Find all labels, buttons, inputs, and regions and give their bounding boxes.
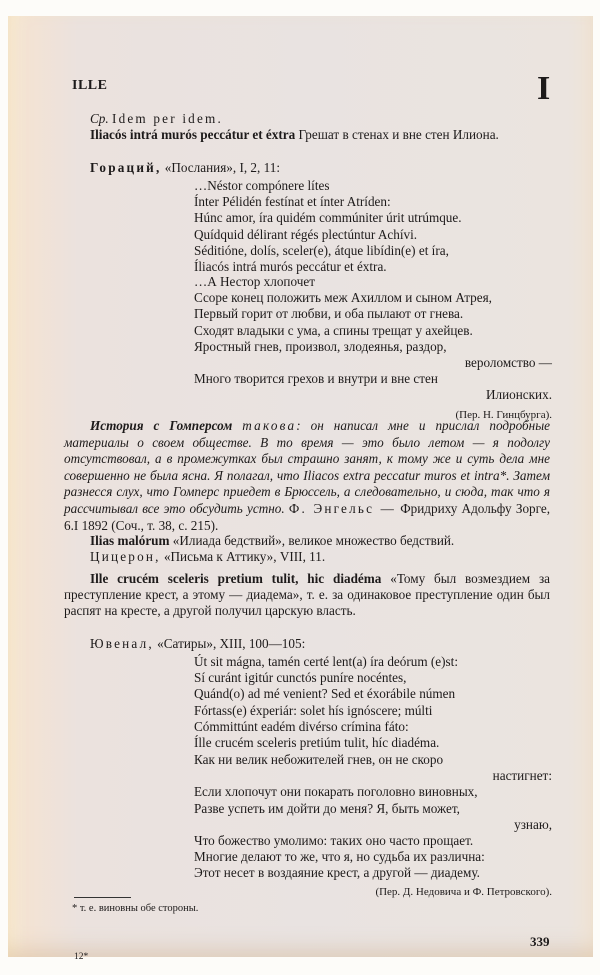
quote-lead: История с Гомперсом bbox=[90, 418, 233, 433]
verse-line: Разве успеть им дойти до меня? Я, быть может, bbox=[194, 800, 460, 816]
verse-line: Quánd(o) ad mé venient? Sed et éxorábile númen bbox=[194, 686, 456, 702]
quote-author: Ф. Энгельс — bbox=[288, 500, 396, 516]
footnote bbox=[72, 903, 198, 914]
entry-ille-crucem bbox=[64, 571, 550, 620]
verse-horace-russian bbox=[194, 274, 552, 423]
verse-line: Sí curánt igitúr cunctós puníre nocéntes, bbox=[194, 670, 407, 686]
verse-line-continuation: узнаю, bbox=[514, 816, 552, 832]
verse-horace-latin bbox=[194, 178, 554, 275]
verse-line-continuation: настигнет: bbox=[492, 768, 552, 784]
entry-translation: «Илиада бедствий», великое множество бедствий. bbox=[172, 533, 455, 548]
running-head: ILLE bbox=[72, 78, 108, 93]
entry-latin: Iliacós intrá murós peccátur et éxtra bbox=[90, 127, 296, 142]
section-letter: I bbox=[537, 70, 551, 107]
entry-ilias bbox=[90, 533, 454, 549]
source-author: Гораций, bbox=[90, 160, 162, 175]
verse-line: Ílle crucém sceleris pretiúm tulit, híc diadéma. bbox=[194, 735, 440, 751]
verse-line: Много творится грехов и внутри и вне стен bbox=[194, 371, 438, 387]
verse-line-continuation: вероломство — bbox=[464, 355, 552, 371]
verse-line: Если хлопочут они покарать поголовно виновных, bbox=[194, 784, 478, 800]
entry-latin: Ilias malórum bbox=[90, 533, 170, 548]
cf-reference: Idem per idem. bbox=[111, 111, 223, 126]
verse-line-continuation: Илионских. bbox=[485, 387, 552, 403]
page-number: 339 bbox=[530, 934, 550, 949]
source-author: Цицерон, bbox=[90, 549, 161, 564]
quote-source: Фридриху Адольфу Зорге, 6.I 1892 (Соч., т. 38, с. 215). bbox=[64, 500, 551, 533]
verse-line: Многие делают то же, что я, но судьба их различна: bbox=[194, 849, 485, 865]
verse-line: Út sit mágna, tamén certé lent(a) íra deórum (e)st: bbox=[194, 654, 459, 669]
footnote-marker: * bbox=[72, 903, 78, 914]
verse-line: Как ни велик небожителей гнев, он не скоро bbox=[194, 752, 444, 767]
cross-reference bbox=[90, 111, 223, 127]
verse-line: Ínter Pélidén festínat et ínter Atríden: bbox=[194, 194, 391, 210]
source-juvenal bbox=[90, 636, 305, 652]
verse-line: Ссоре конец положить меж Ахиллом и сыном Атрея, bbox=[194, 290, 492, 306]
source-cicero bbox=[90, 549, 325, 565]
verse-line: Séditióne, dolís, sceler(e), átque libídin(e) et íra, bbox=[194, 242, 449, 258]
quote-text: : он написал мне и прислал подробные материалы о своем обществе. В то время — это было летом — я подолгу отсутствовал, а в промежутках был страшно занят, к тому же и суть дела мне совершенно не была ясна. Я полагал, что Iliacos extra peccatur muros et intra*. Затем разнесся слух, что Гомперс приедет в Брюссель, а следовательно, и сюда, так что я рассчитывал все это обсудить устно. bbox=[64, 418, 551, 516]
verse-line: Quídquid délirant régés plectúntur Achívi. bbox=[194, 226, 418, 242]
verse-line: …Néstor compónere lítes bbox=[194, 178, 330, 193]
verse-line: Этот несет в воздаяние крест, а другой — диадему. bbox=[194, 865, 480, 881]
entry-translation: «Тому был возмездием за преступление крест, а этому — диадема», т. е. за одинаковое преступление один был распят на кресте, а другой получил царскую власть. bbox=[64, 571, 551, 619]
source-horace bbox=[90, 160, 280, 176]
footnote-rule bbox=[74, 897, 131, 898]
footnote-text: т. е. виновны обе стороны. bbox=[79, 903, 199, 914]
entry-latin: Ille crucém sceleris pretium tulit, hic diadéma bbox=[90, 571, 382, 586]
source-work: «Письма к Аттику», VIII, 11. bbox=[163, 549, 326, 564]
translator-credit: (Пер. Д. Недовича и Ф. Петровского). bbox=[375, 885, 552, 898]
cf-prefix: Ср. bbox=[90, 111, 109, 126]
source-work: «Послания», I, 2, 11: bbox=[164, 160, 280, 175]
verse-line: Húnc amor, íra quidém commúniter úrit utrúmque. bbox=[194, 210, 462, 226]
verse-juvenal-russian bbox=[194, 752, 552, 900]
verse-line: Яростный гнев, произвол, злодеянья, раздор, bbox=[194, 338, 447, 354]
signature-mark: 12* bbox=[74, 952, 89, 962]
translator-credit: (Пер. Н. Гинцбурга). bbox=[455, 408, 552, 421]
verse-line: Первый горит от любви, и оба пылают от гнева. bbox=[194, 306, 464, 322]
entry-translation: Грешат в стенах и вне стен Илиона. bbox=[298, 127, 499, 142]
verse-line: Cómmittúnt eadém divérso crímina fáto: bbox=[194, 718, 409, 734]
source-work: «Сатиры», XIII, 100—105: bbox=[157, 636, 306, 651]
verse-line: Что божество умолимо: таких оно часто прощает. bbox=[194, 833, 474, 849]
verse-line: Íliacós intrá murós peccátur et éxtra. bbox=[194, 259, 387, 275]
verse-juvenal-latin bbox=[194, 654, 552, 751]
entry-iliacos bbox=[64, 127, 550, 143]
verse-line: Fórtass(e) éxperiár: solet hís ignóscere; múlti bbox=[194, 702, 433, 718]
verse-line: Сходят владыки с ума, а спины трещат у ахейцев. bbox=[194, 322, 473, 338]
quote-engels bbox=[64, 418, 550, 534]
source-author: Ювенал, bbox=[90, 636, 154, 651]
book-page bbox=[8, 16, 593, 962]
quote-spaced: такова bbox=[242, 418, 297, 433]
verse-line: …А Нестор хлопочет bbox=[194, 274, 315, 289]
